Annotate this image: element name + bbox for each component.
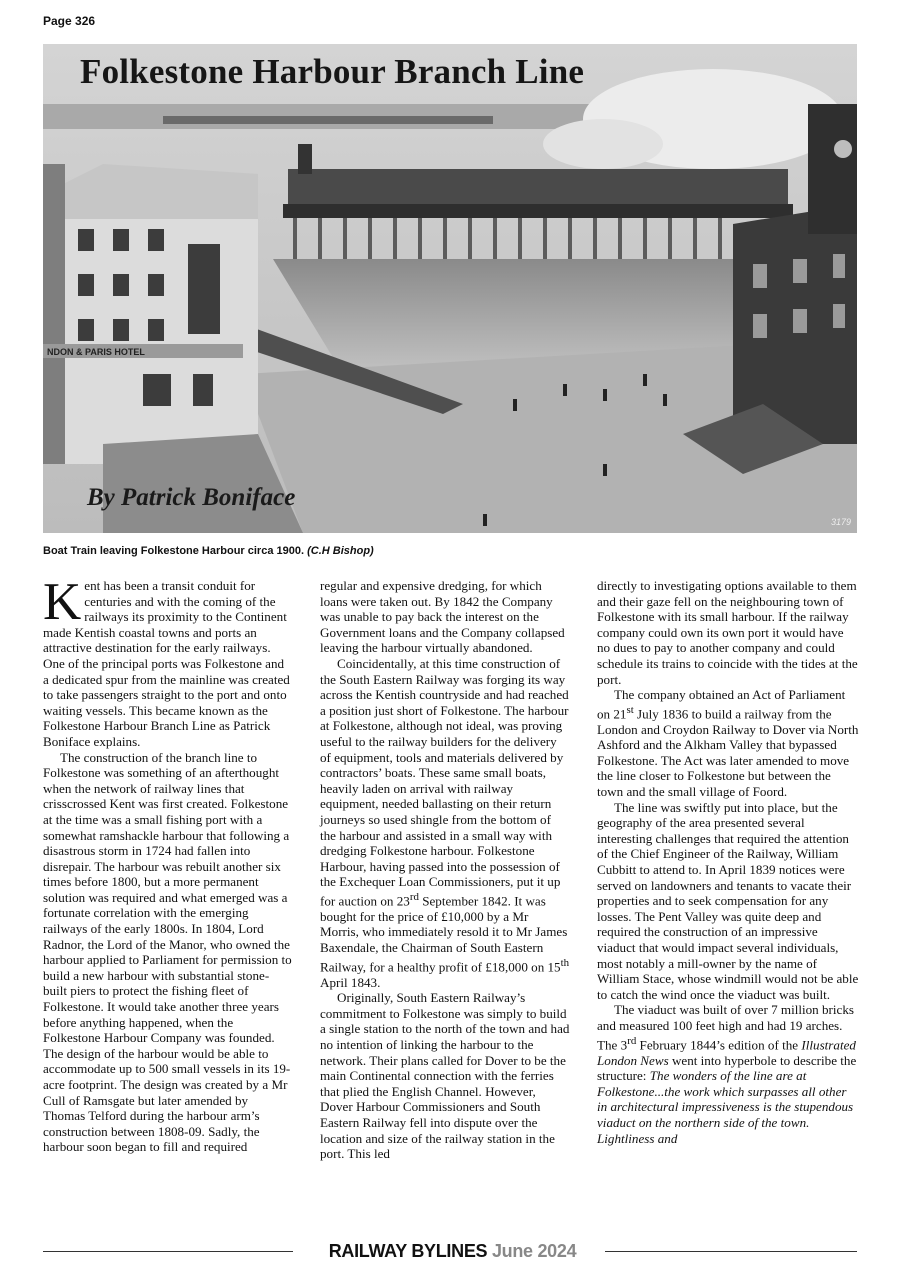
drop-cap: K bbox=[43, 573, 82, 631]
issue-date: June 2024 bbox=[491, 1241, 577, 1261]
photo-plate-number: 3179 bbox=[830, 517, 851, 527]
harbour-photograph bbox=[43, 44, 857, 533]
clock-tower bbox=[808, 104, 857, 234]
article-column-2 bbox=[320, 578, 570, 1162]
distant-harbour-arm bbox=[163, 116, 493, 124]
paragraph: The construction of the branch line to Folkestone was something of an afterthought when the network of railway lines that crisscrossed Kent was first created. Folkestone at the time was a small fishing port with a somewhat ramshackle harbour that following a disastrous storm in 1724 had fallen into disrepair. The harbour was rebuilt another six times before 1800, but a more permanent solution was required and what emerged was a fortunate correlation with the emerging railways of the early 1800s. In 1804, Lord Radnor, the Lord of the Manor, who owned the harbour applied to Parliament for permission to build a new harbour with substantial stone-built piers to protect the fishing fleet of Folkestone. It would take another three years before anything happened, when the Folkestone Harbour Company was founded. The design of the harbour would be able to accommodate up to 500 small vessels in its 19-acre footprint. The design was created by a Mr Cull of Ramsgate but later amended by Thomas Telford during the harbour arm’s construction between 1808-09. Sadly, the harbour soon began to fill and required bbox=[43, 749, 292, 1155]
paragraph: directly to investigating options available to them and their gaze fell on the neighbouring town of Folkestone with its small harbour. If the railway company could own its own port it would have no dues to pay to another company and could schedule its trains to coincide with the tides at the port. bbox=[597, 578, 858, 687]
paragraph: The line was swiftly put into place, but the geography of the area presented several interesting challenges that required the attention of the Chief Engineer of the Railway, William Cubbitt to attend to. In April 1839 notices were served on landowners and tenants to vacate their properties and to seek compensation for any losses. The Pent Valley was quite deep and required the construction of an impressive viaduct that would impact several individuals, most notably a mill-owner by the name of William Stace, whose windmill would not be able to catch the wind once the viaduct was built. bbox=[597, 799, 859, 1002]
photo-caption bbox=[43, 545, 374, 557]
paragraph: Kent has been a transit conduit for centuries and with the coming of the railways its proximity to the Continent made Kentish coastal towns and ports an attractive destination for the early railways. One of the principal ports was Folkestone and a dedicated spur from the mainline was created to take passengers straight to the port and onto waiting vessels. This became known as the Folkestone Harbour Branch Line as Patrick Boniface explains. bbox=[43, 573, 290, 749]
caption-credit: (C.H Bishop) bbox=[307, 545, 374, 557]
page-number: Page 326 bbox=[43, 14, 96, 28]
hotel-sign: NDON & PARIS HOTEL bbox=[47, 347, 145, 357]
harbour-scene-drawing bbox=[43, 44, 857, 533]
pier-deck bbox=[283, 204, 793, 218]
footer bbox=[0, 1241, 905, 1262]
boat-train bbox=[288, 169, 788, 209]
paragraph: regular and expensive dredging, for which loans were taken out. By 1842 the Company was unable to pay back the interest on the Government loans and the Company collapsed leaving the harbour virtually abandoned. bbox=[320, 578, 565, 656]
article-column-3 bbox=[597, 578, 859, 1146]
paragraph: The viaduct was built of over 7 million bricks and measured 100 feet high and had 19 arches. The 3rd February 1844’s edition of the Illustrated London News went into hyperbole to describe the structure: The wonders of the line are at Folkestone...the work which surpasses all other in architectural impressiveness is the stupendous viaduct on the northern side of the town. Lightliness and bbox=[597, 1002, 857, 1146]
author-byline: By Patrick Boniface bbox=[87, 484, 296, 511]
caption-text: Boat Train leaving Folkestone Harbour circa 1900. bbox=[43, 545, 305, 557]
article-column-1 bbox=[43, 573, 293, 1155]
paragraph: Coincidentally, at this time construction of the South Eastern Railway was forging its way across the Kentish countryside and had reached a position just short of Folkestone. The harbour at Folkestone, although not ideal, was proving useful to the railway builders for the delivery of equipment, tools and materials delivered by contractors’ boats. These same small boats, heavily laden on arrival with railway equipment, needed ballasting on their return journeys so used shingle from the bottom of the harbour and assisted in a small way with dredging Folkestone harbour. Folkestone Harbour, having passed into the possession of the Exchequer Loan Commissioners, put it up for auction on 23rd September 1842. It was bought for the price of £10,000 by a Mr Morris, who immediately resold it to Mr James Baxendale, the Chairman of South Eastern Railway, for a healthy profit of £18,000 on 15th April 1843. bbox=[320, 655, 570, 990]
article-title: Folkestone Harbour Branch Line bbox=[80, 52, 585, 91]
paragraph: The company obtained an Act of Parliament on 21st July 1836 to build a railway from the London and Croydon Railway to Dover via North Ashford and the Alkham Valley that bypassed Folkestone. The Act was later amended to move the line closer to Folkestone but between the town and the small village of Foord. bbox=[597, 687, 859, 800]
paragraph: Originally, South Eastern Railway’s commitment to Folkestone was simply to build a single station to the north of the town and had no intention of linking the harbour to the network. Their plans called for Dover to be the main Continental connection with the ferries that plied the English Channel. However, Dover Harbour Commissioners and South Eastern Railway fell into dispute over the location and size of the railway station in the port. This led bbox=[320, 990, 570, 1162]
magazine-name: RAILWAY BYLINES bbox=[328, 1241, 488, 1261]
ship-funnel bbox=[298, 144, 312, 174]
clock-face bbox=[834, 140, 852, 158]
